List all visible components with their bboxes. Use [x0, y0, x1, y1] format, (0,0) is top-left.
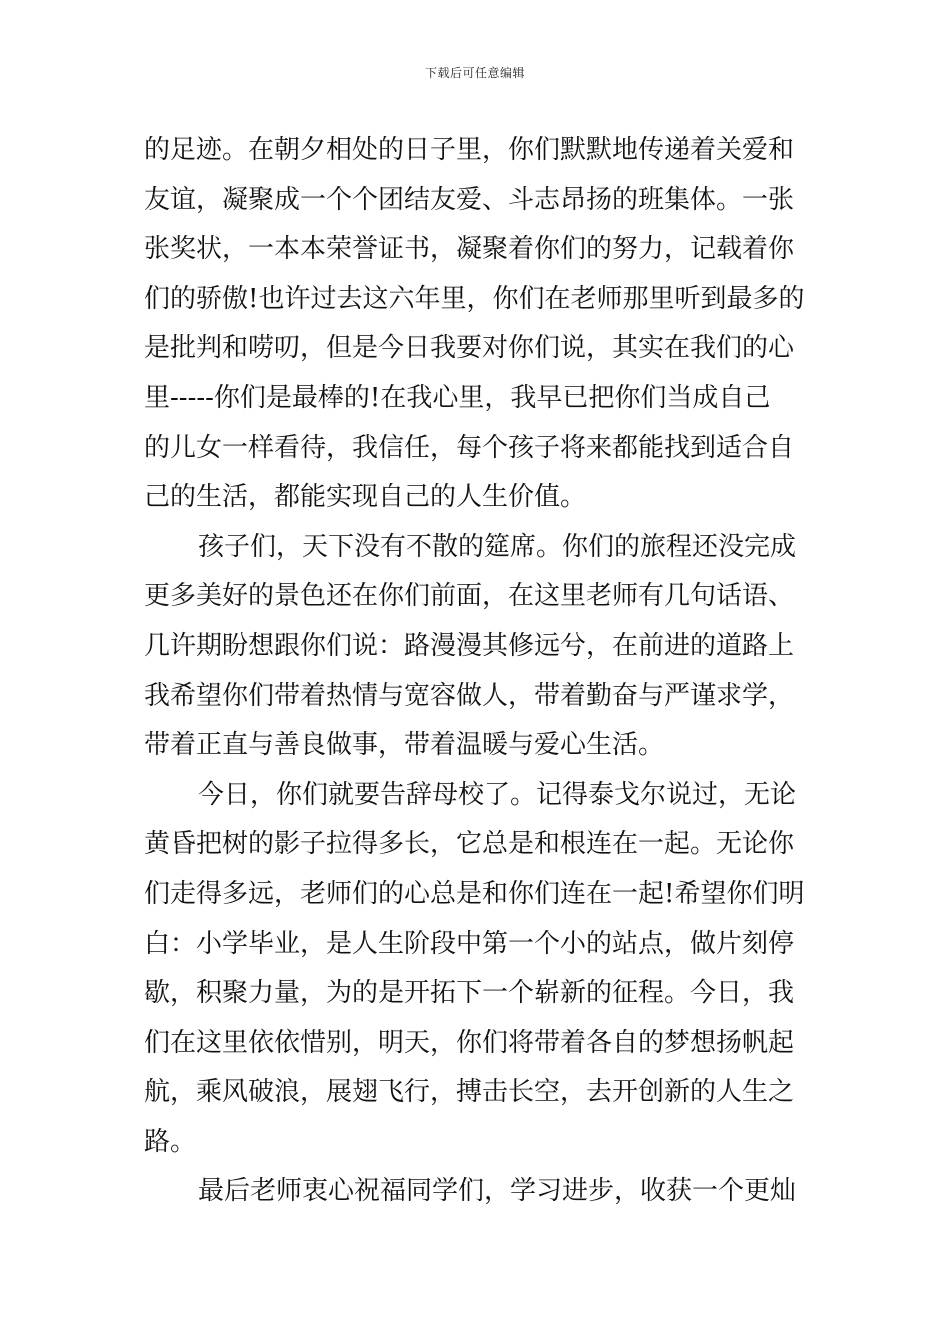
document-body: [144, 126, 814, 1217]
page-header: 下载后可任意编辑: [424, 66, 525, 80]
paragraph: [144, 1167, 814, 1217]
text-line: 里-----你们是最棒的!在我心里，我早已把你们当成自己: [144, 382, 771, 413]
text-line: 带着正直与善良做事，带着温暖与爱心生活。: [144, 730, 665, 761]
text-line: 路。: [144, 1126, 197, 1157]
text-line: 己的生活，都能实现自己的人生价值。: [144, 482, 587, 513]
paragraph: [144, 126, 814, 523]
text-line: 更多美好的景色还在你们前面，在这里老师有几句话语、: [144, 581, 795, 612]
text-line: 航，乘风破浪，展翅飞行，搏击长空，去开创新的人生之: [144, 1077, 795, 1108]
text-line: 今日，你们就要告辞母校了。记得泰戈尔说过，无论: [198, 779, 797, 810]
text-line: 张奖状，一本本荣誉证书，凝聚着你们的努力，记载着你: [144, 234, 795, 265]
text-line: 们走得多远，老师们的心总是和你们连在一起!希望你们明: [144, 878, 805, 909]
paragraph: [144, 771, 814, 1168]
text-line: 的儿女一样看待，我信任，每个孩子将来都能找到适合自: [144, 432, 795, 463]
text-line: 最后老师衷心祝福同学们，学习进步，收获一个更灿: [198, 1176, 797, 1207]
text-line: 们在这里依依惜别，明天，你们将带着各自的梦想扬帆起: [144, 1027, 795, 1058]
text-line: 我希望你们带着热情与宽容做人，带着勤奋与严谨求学，: [144, 680, 795, 711]
text-line: 们的骄傲!也许过去这六年里，你们在老师那里听到最多的: [144, 283, 805, 314]
text-line: 几许期盼想跟你们说：路漫漫其修远兮，在前进的道路上: [144, 630, 795, 661]
text-line: 黄昏把树的影子拉得多长，它总是和根连在一起。无论你: [144, 829, 795, 860]
text-line: 白：小学毕业，是人生阶段中第一个小的站点，做片刻停: [144, 928, 795, 959]
text-line: 孩子们，天下没有不散的筵席。你们的旅程还没完成: [198, 531, 797, 562]
text-line: 友谊，凝聚成一个个团结友爱、斗志昂扬的班集体。一张: [144, 184, 795, 215]
text-line: 的足迹。在朝夕相处的日子里，你们默默地传递着关爱和: [144, 135, 795, 165]
text-line: 歇，积聚力量，为的是开拓下一个崭新的征程。今日，我: [144, 978, 795, 1009]
text-line: 是批判和唠叨，但是今日我要对你们说，其实在我们的心: [144, 333, 795, 364]
paragraph: [144, 523, 814, 771]
